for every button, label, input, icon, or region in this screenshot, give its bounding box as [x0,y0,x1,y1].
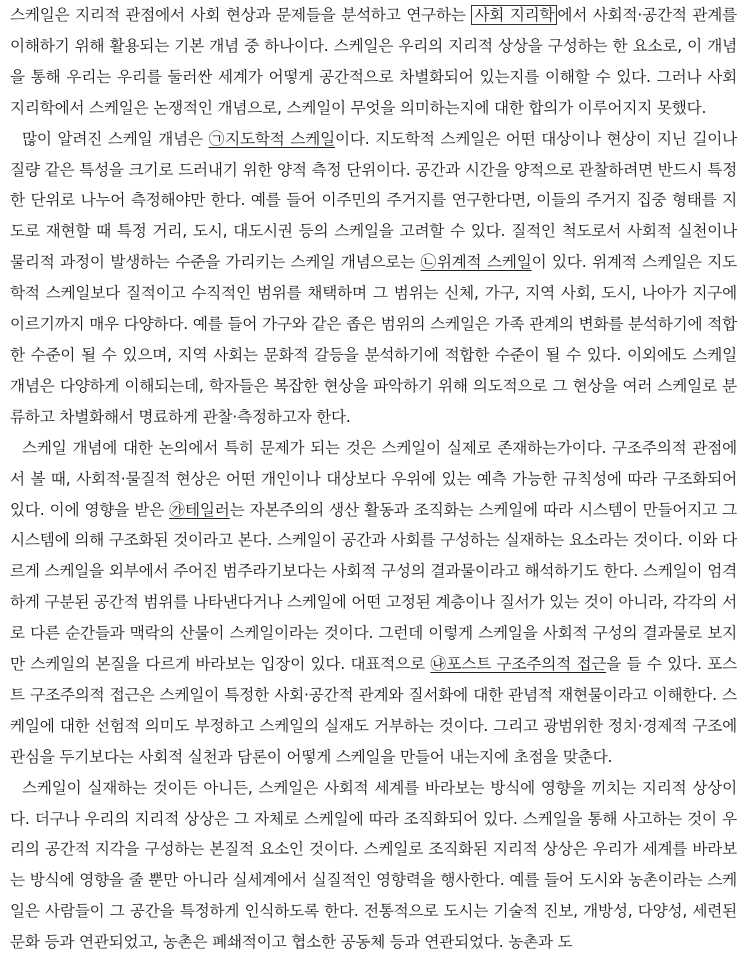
underlined-term-cartographic-scale: ㉠지도학적 스케일 [208,129,335,148]
p1-text-2: 에서 사회적·공간적 관계를 이해하기 위해 활용되는 기본 개념 중 하나이다. 스케일은 우리의 지리적 상상을 구성하는 한 요소로, 이 개념을 통해 우리는 우리를 둘러싼 세계가 어떻게 공간적으로 차별화되어 있는지를 이해할 수 있다. 그러나 사회 지리학에서 스케일은 논쟁적인 개념으로, 스케일이 무엇을 의미하는지에 대한 합의가 이루어지지 못했다. [10,6,737,117]
p4-text-1: 스케일이 실재하는 것이든 아니든, 스케일은 사회적 세계를 바라보는 방식에 영향을 끼치는 지리적 상상이다. 더구나 우리의 지리적 상상은 그 자체로 스케일에 따라 조직화되어 있다. 스케일을 통해 사고하는 것이 우리의 공간적 지각을 구성하는 본질적 요소인 것이다. 스케일로 조직화된 지리적 상상은 우리가 세계를 바라보는 방식에 영향을 줄 뿐만 아니라 실세계에서 실질적인 영향력을 행사한다. 예를 들어 도시와 농촌이라는 스케일은 사람들이 그 공간을 특정하게 인식하도록 한다. 전통적으로 도시는 기술적 진보, 개방성, 다양성, 세련된 문화 등과 연관되었고, 농촌은 폐쇄적이고 협소한 공동체 등과 연관되었다. 농촌과 도 [10,778,737,952]
paragraph-1 [10,0,737,124]
paragraph-2 [10,124,737,433]
p2-text-3: 이 있다. 위계적 스케일은 지도학적 스케일보다 질적이고 수직적인 범위를 채택하며 그 범위는 신체, 가구, 지역 사회, 도시, 나아가 지구에 이르기까지 매우 다양하다. 예를 들어 가구와 같은 좁은 범위의 스케일은 가족 관계의 변화를 분석하기에 적합한 수준이 될 수 있으며, 지역 사회는 문화적 갈등을 분석하기에 적합한 수준이 될 수 있다. 이외에도 스케일 개념은 다양하게 이해되는데, 학자들은 복잡한 현상을 파악하기 위해 의도적으로 그 현상을 여러 스케일로 분류하고 차별화해서 명료하게 관찰·측정하고자 한다. [10,253,737,426]
paragraph-3 [10,433,737,773]
p2-text-1: 많이 알려진 스케일 개념은 [22,129,209,148]
boxed-term-social-geography: 사회 지리학 [471,5,557,25]
p2-text-2: 이다. 지도학적 스케일은 어떤 대상이나 현상이 지닌 길이나 질량 같은 특성을 크기로 드러내기 위한 양적 측정 단위이다. 공간과 시간을 양적으로 관찰하려면 반드시 특정한 단위로 나누어 측정해야만 한다. 예를 들어 이주민의 주거지를 연구한다면, 이들의 주거지 집중 형태를 지도로 재현할 때 특정 거리, 도시, 대도시권 등의 스케일을 고려할 수 있다. 질적인 척도로서 사회적 실천이나 물리적 과정이 발생하는 수준을 가리키는 스케일 개념으로는 [10,129,738,272]
p1-text-1: 스케일은 지리적 관점에서 사회 현상과 문제들을 분석하고 연구하는 [10,6,472,24]
underlined-term-hierarchical-scale: ㉡위계적 스케일 [420,253,532,272]
p3-text-3: 을 들 수 있다. 포스트 구조주의적 접근은 스케일이 특정한 사회·공간적 관계와 질서화에 대한 관념적 재현물이라고 이해한다. 스케일에 대한 선험적 의미도 부정하고 스케일의 실재도 거부하는 것이다. 그리고 광범위한 정치·경제적 구조에 관심을 두기보다는 사회적 실천과 담론이 어떻게 스케일을 만들어 내는지에 초점을 맞춘다. [10,655,738,766]
paragraph-4 [10,773,737,958]
underlined-term-taylor: ㉮테일러 [169,500,230,519]
p3-text-2: 는 자본주의의 생산 활동과 조직화는 스케일에 따라 시스템이 만들어지고 그 시스템에 의해 구조화된 것이라고 본다. 스케일이 공간과 사회를 구성하는 실재하는 요소라는 것이다. 이와 다르게 스케일을 외부에서 주어진 범주라기보다는 사회적 구성의 결과물이라고 해석하기도 한다. 스케일이 엄격하게 구분된 공간적 범위를 나타낸다거나 스케일에 어떤 고정된 계층이나 질서가 있는 것이 아니라, 각각의 서로 다른 순간들과 맥락의 산물이 스케일이라는 것이다. 그런데 이렇게 스케일을 사회적 구성의 결과물로 보지만 스케일의 본질을 다르게 바라보는 입장이 있다. 대표적으로 [10,500,737,674]
underlined-term-poststructuralist: ㉯포스트 구조주의적 접근 [430,655,607,674]
p3-text-1: 스케일 개념에 대한 논의에서 특히 문제가 되는 것은 스케일이 실제로 존재하는가이다. 구조주의적 관점에서 볼 때, 사회적·물질적 현상은 어떤 개인이나 대상보다 우위에 있는 예측 가능한 규칙성에 따라 구조화되어 있다. 이에 영향을 받은 [10,438,737,519]
